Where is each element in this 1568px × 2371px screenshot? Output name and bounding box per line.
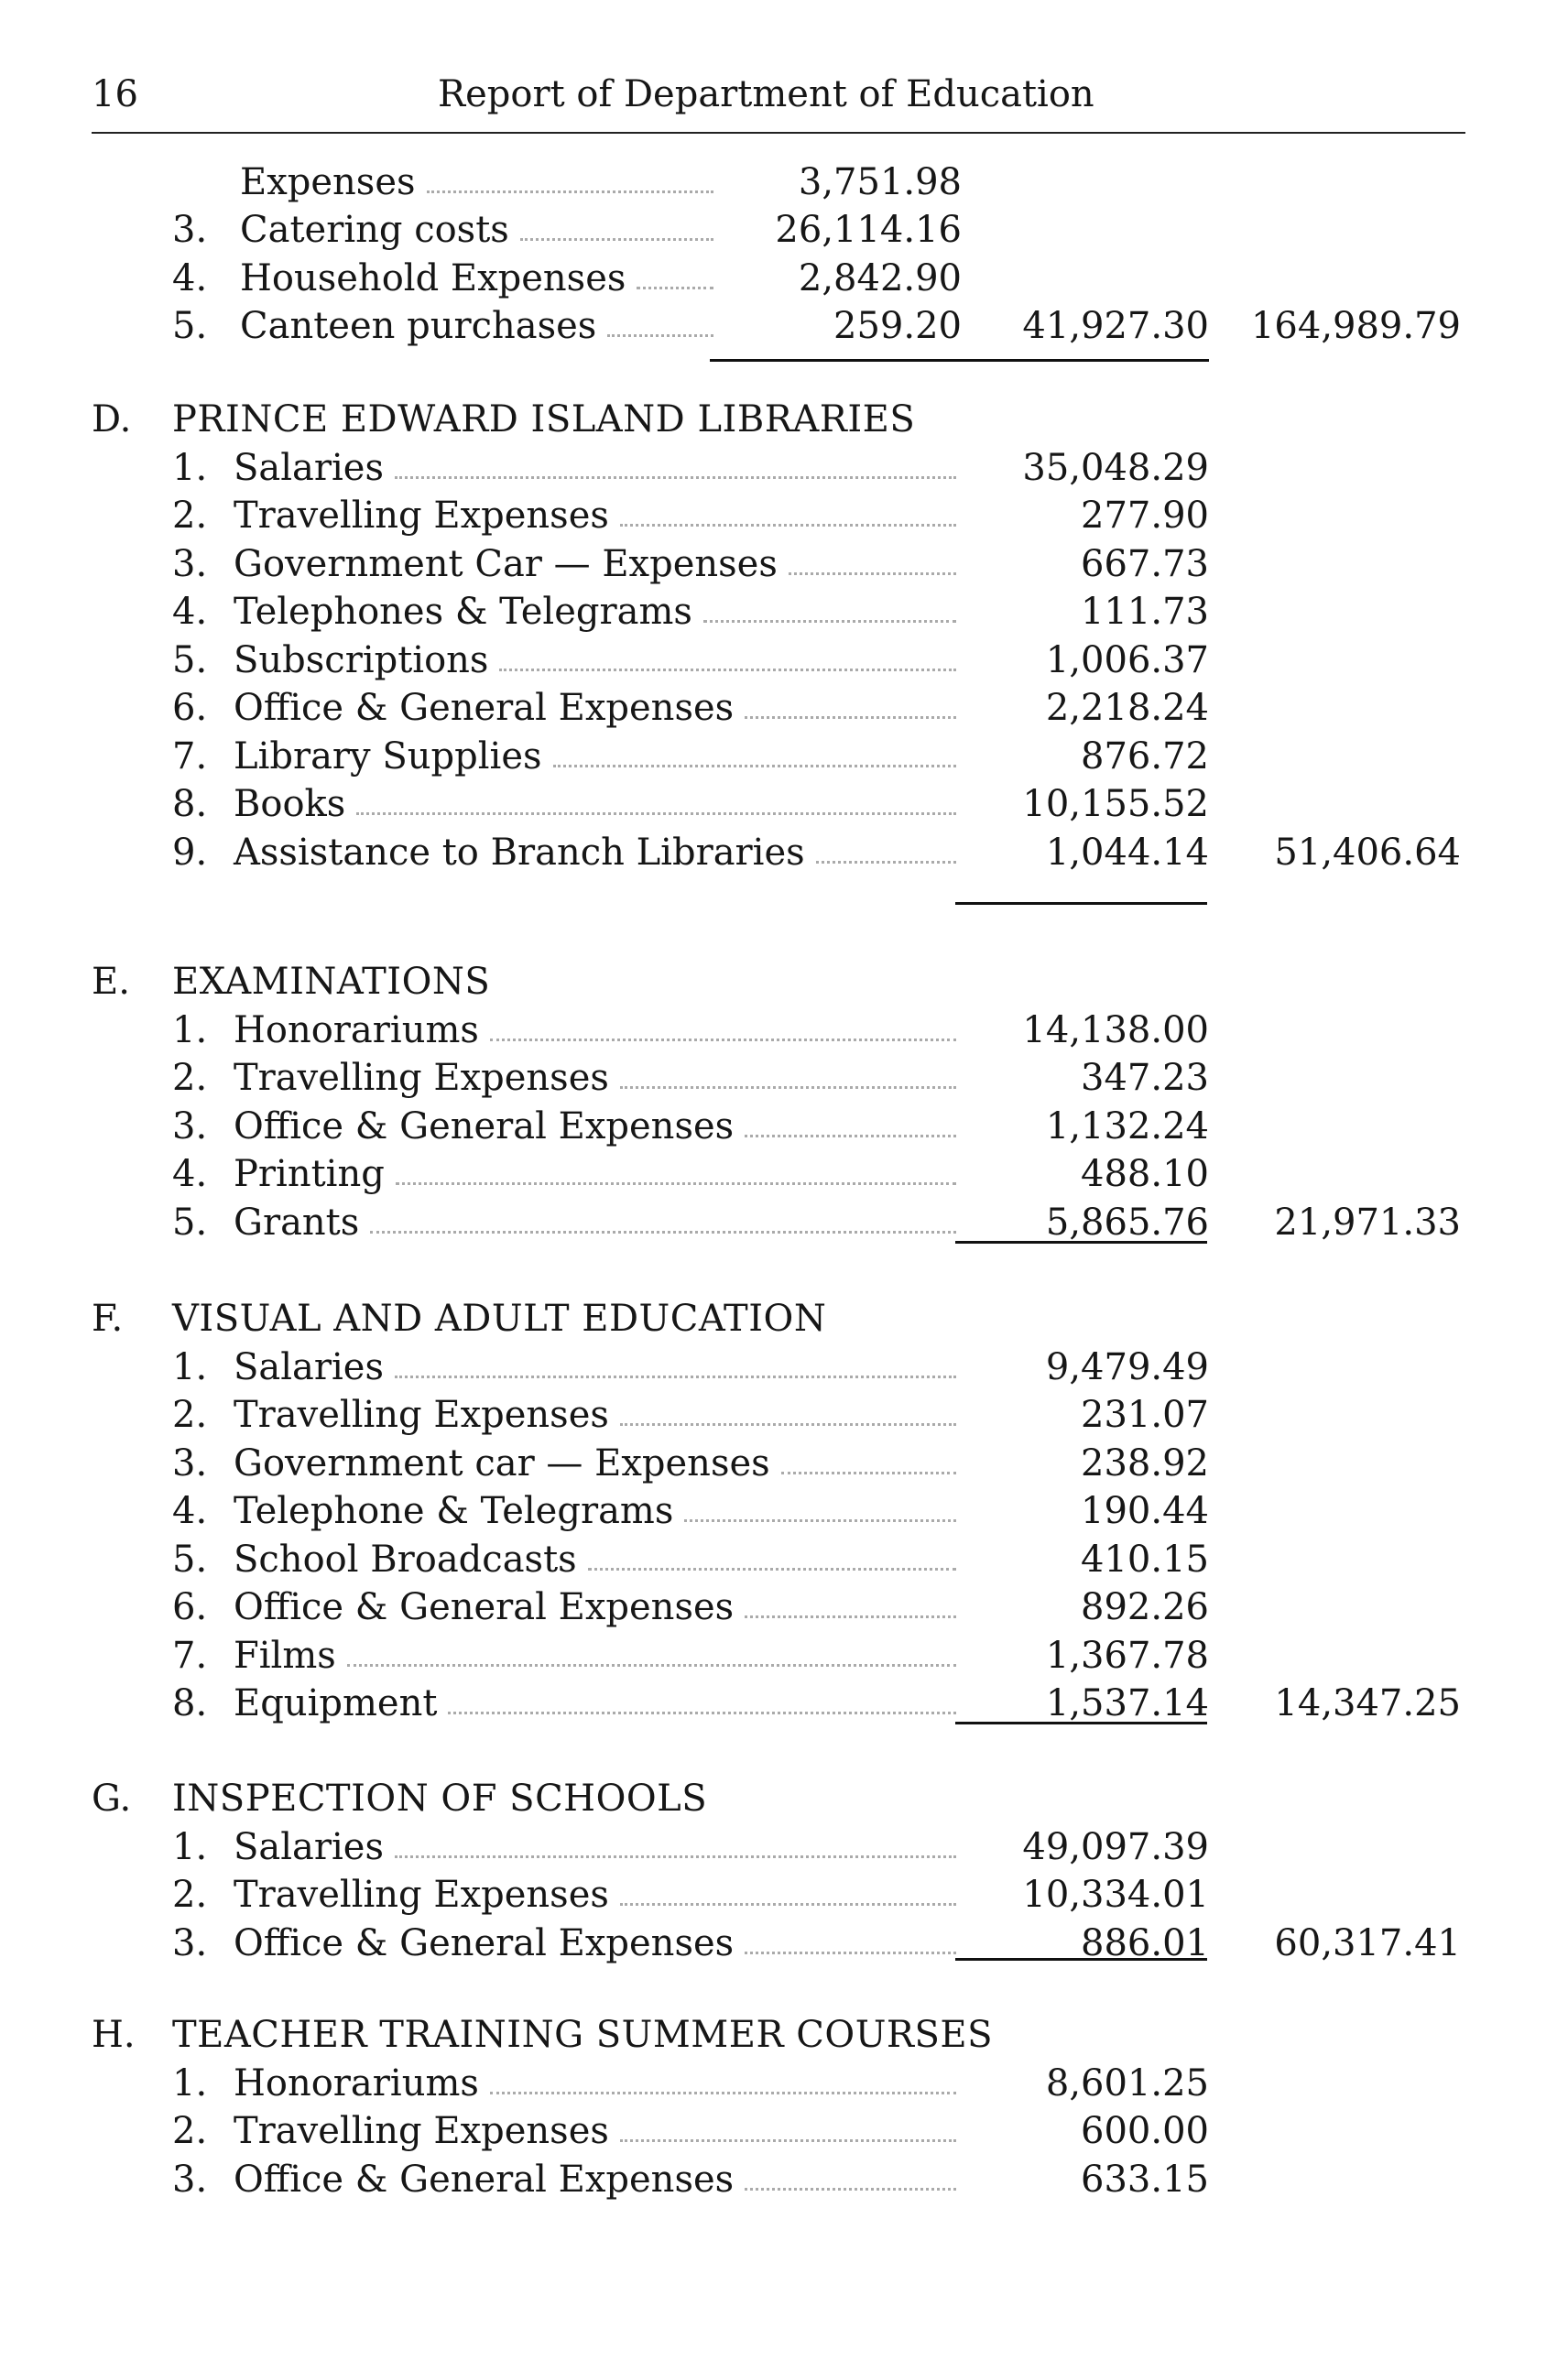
page-title: Report of Department of Education: [438, 73, 1094, 115]
item-label-text: Salaries: [234, 446, 385, 489]
table-row: [0, 1054, 1568, 1102]
dot-leader: [588, 1568, 956, 1571]
dot-leader: [745, 716, 956, 719]
item-amount: 3,751.98: [798, 161, 962, 203]
item-amount: 1,006.37: [1045, 638, 1209, 681]
table-row: [0, 255, 1568, 302]
dot-leader: [620, 2139, 956, 2142]
item-label-text: School Broadcasts: [234, 1538, 577, 1581]
item-label: [234, 1632, 962, 1680]
table-row: [0, 1006, 1568, 1054]
dot-leader: [620, 1086, 956, 1089]
grand-total: 164,989.79: [1250, 305, 1461, 347]
page-number: 16: [92, 73, 138, 115]
section-total-rule: [955, 1722, 1207, 1724]
item-amount: 5,865.76: [1045, 1201, 1209, 1244]
item-amount: 876.72: [1081, 734, 1209, 778]
dot-leader: [520, 238, 713, 241]
section-subtotal: 41,927.30: [1022, 305, 1209, 347]
item-number: 2.: [172, 1394, 208, 1436]
item-amount: 886.01: [1081, 1921, 1209, 1964]
table-row: [0, 1199, 1568, 1246]
item-number: 1.: [172, 1825, 208, 1868]
item-label-text: Library Supplies: [234, 734, 542, 778]
item-label-text: Films: [234, 1634, 336, 1677]
item-amount: 190.44: [1081, 1490, 1209, 1532]
table-row: [0, 684, 1568, 732]
table-row: [0, 492, 1568, 539]
section-total: 21,971.33: [1274, 1201, 1461, 1244]
section-total: 60,317.41: [1274, 1921, 1461, 1964]
item-amount: 10,155.52: [1022, 783, 1209, 825]
item-label-text: Canteen purchases: [240, 305, 597, 347]
item-label: [234, 1391, 962, 1439]
dot-leader: [553, 765, 956, 767]
dot-leader: [427, 190, 713, 193]
item-label-text: Office & General Expenses: [234, 1921, 735, 1964]
item-number: 4.: [172, 591, 208, 633]
item-number: 1.: [172, 1345, 208, 1388]
table-row: [0, 1583, 1568, 1631]
item-label: [240, 206, 719, 254]
item-label-text: Office & General Expenses: [234, 1586, 735, 1628]
item-amount: 277.90: [1081, 495, 1209, 537]
item-label: [234, 1103, 962, 1150]
item-number: 2.: [172, 1874, 208, 1916]
section-letter: H.: [92, 2014, 136, 2056]
table-row: [0, 1920, 1568, 1967]
item-number: 8.: [172, 1682, 208, 1724]
item-number: 3.: [172, 1441, 208, 1485]
table-row: [0, 1103, 1568, 1150]
section-title: EXAMINATIONS: [172, 961, 491, 1003]
table-row: [0, 2156, 1568, 2203]
dot-leader: [370, 1231, 956, 1234]
item-number: 4.: [172, 257, 208, 299]
item-number: 3.: [172, 2158, 208, 2201]
item-label: [234, 1343, 962, 1391]
item-label: [234, 1006, 962, 1054]
table-row: [0, 540, 1568, 588]
item-label-text: Salaries: [234, 1345, 385, 1388]
item-label-text: Office & General Expenses: [234, 2158, 735, 2201]
item-label: [234, 1487, 962, 1535]
item-label: [234, 1823, 962, 1871]
item-label-text: Travelling Expenses: [234, 2110, 609, 2152]
item-number: 5.: [172, 1538, 208, 1581]
item-number: 1.: [172, 2061, 208, 2105]
item-label: [234, 780, 962, 828]
table-row: [0, 780, 1568, 828]
item-label: [234, 636, 962, 684]
item-label: [234, 1680, 962, 1727]
item-amount: 259.20: [833, 305, 962, 347]
table-row: [0, 733, 1568, 780]
item-label-text: Telephone & Telegrams: [234, 1490, 674, 1532]
dot-leader: [607, 334, 713, 337]
table-row: [0, 1632, 1568, 1680]
section-title: PRINCE EDWARD ISLAND LIBRARIES: [172, 398, 916, 440]
item-label-text: Expenses: [240, 161, 416, 203]
dot-leader: [684, 1519, 956, 1522]
section-title: VISUAL AND ADULT EDUCATION: [172, 1298, 827, 1340]
item-amount: 410.15: [1081, 1538, 1209, 1581]
dot-leader: [637, 287, 713, 289]
section-heading: [0, 1295, 1568, 1343]
table-row: [0, 588, 1568, 636]
item-amount: 1,132.24: [1045, 1104, 1209, 1147]
item-amount: 2,218.24: [1045, 687, 1209, 729]
table-row: [0, 2107, 1568, 2155]
page-header: [0, 64, 1568, 137]
item-label: [234, 733, 962, 780]
item-number: 3.: [172, 209, 208, 251]
item-amount: 10,334.01: [1022, 1874, 1209, 1916]
dot-leader: [745, 1952, 956, 1954]
table-row: [0, 158, 1568, 206]
item-label: [234, 2060, 962, 2107]
item-label-text: Honorariums: [234, 1008, 479, 1051]
item-number: 5.: [172, 1201, 208, 1244]
item-label-text: Printing: [234, 1153, 385, 1195]
item-label: [234, 1440, 962, 1487]
item-label: [234, 2156, 962, 2203]
dot-leader: [620, 524, 956, 527]
item-amount: 1,367.78: [1045, 1634, 1209, 1677]
dot-leader: [499, 669, 956, 671]
item-label: [234, 1583, 962, 1631]
item-label-text: Salaries: [234, 1825, 385, 1868]
section-total-rule: [955, 1958, 1207, 1961]
dot-leader: [347, 1664, 956, 1667]
item-label-text: Travelling Expenses: [234, 1057, 609, 1099]
item-number: 3.: [172, 542, 208, 585]
dot-leader: [448, 1712, 956, 1714]
table-row: [0, 1440, 1568, 1487]
item-number: 2.: [172, 495, 208, 537]
item-number: 2.: [172, 2110, 208, 2152]
item-number: 5.: [172, 638, 208, 681]
table-row: [0, 1343, 1568, 1391]
table-row: [0, 1536, 1568, 1583]
section-letter: G.: [92, 1778, 132, 1820]
item-number: 7.: [172, 734, 208, 778]
section-total: 51,406.64: [1274, 831, 1461, 874]
item-label-text: Catering costs: [240, 209, 509, 251]
item-label: [240, 158, 719, 206]
section-letter: E.: [92, 961, 130, 1003]
section-heading: [0, 396, 1568, 443]
section-title: TEACHER TRAINING SUMMER COURSES: [172, 2014, 994, 2056]
section-heading: [0, 958, 1568, 1006]
table-row: [0, 1150, 1568, 1198]
item-number: 8.: [172, 783, 208, 825]
item-label: [234, 588, 962, 636]
item-number: 7.: [172, 1634, 208, 1677]
item-number: 1.: [172, 1008, 208, 1051]
item-label-text: Travelling Expenses: [234, 1874, 609, 1916]
table-row: [0, 1391, 1568, 1439]
item-amount: 35,048.29: [1022, 446, 1209, 489]
item-amount: 600.00: [1081, 2110, 1209, 2152]
item-label-text: Government Car — Expenses: [234, 542, 778, 585]
item-amount: 111.73: [1081, 591, 1209, 633]
dot-leader: [395, 1855, 956, 1858]
item-label: [234, 1150, 962, 1198]
item-label: [240, 255, 719, 302]
dot-leader: [789, 572, 956, 575]
table-row: [0, 2060, 1568, 2107]
item-label-text: Grants: [234, 1201, 360, 1244]
item-label: [234, 492, 962, 539]
dot-leader: [745, 2188, 956, 2191]
item-label-text: Honorariums: [234, 2061, 479, 2105]
dot-leader: [816, 861, 956, 864]
item-number: 9.: [172, 831, 208, 874]
item-number: 4.: [172, 1490, 208, 1532]
item-number: 3.: [172, 1104, 208, 1147]
item-amount: 892.26: [1081, 1586, 1209, 1628]
subtotal-rule: [710, 359, 1209, 362]
item-amount: 26,114.16: [775, 209, 962, 251]
section-total: 14,347.25: [1274, 1682, 1461, 1724]
item-label-text: Subscriptions: [234, 638, 489, 681]
item-label: [234, 1920, 962, 1967]
table-row: [0, 1680, 1568, 1727]
dot-leader: [620, 1423, 956, 1426]
item-label-text: Office & General Expenses: [234, 1104, 735, 1147]
dot-leader: [396, 1182, 956, 1185]
dot-leader: [745, 1135, 956, 1137]
section-letter: D.: [92, 398, 132, 440]
item-amount: 8,601.25: [1045, 2061, 1209, 2105]
table-row: [0, 302, 1568, 350]
item-label-text: Travelling Expenses: [234, 1394, 609, 1436]
dot-leader: [781, 1472, 956, 1474]
item-amount: 667.73: [1081, 542, 1209, 585]
dot-leader: [395, 1376, 956, 1378]
item-amount: 231.07: [1081, 1394, 1209, 1436]
dot-leader: [395, 476, 956, 479]
item-amount: 1,044.14: [1045, 831, 1209, 874]
item-number: 1.: [172, 446, 208, 489]
dot-leader: [490, 2092, 956, 2094]
table-row: [0, 1823, 1568, 1871]
item-amount: 633.15: [1081, 2158, 1209, 2201]
table-row: [0, 206, 1568, 254]
item-amount: 347.23: [1081, 1057, 1209, 1099]
item-label: [240, 302, 719, 350]
item-label: [234, 1054, 962, 1102]
item-label-text: Books: [234, 783, 346, 825]
item-label: [234, 1199, 962, 1246]
item-label: [234, 829, 962, 876]
dot-leader: [703, 620, 956, 623]
table-row: [0, 636, 1568, 684]
item-label-text: Telephones & Telegrams: [234, 591, 692, 633]
table-row: [0, 1487, 1568, 1535]
item-amount: 2,842.90: [798, 257, 962, 299]
table-row: [0, 829, 1568, 876]
item-label-text: Assistance to Branch Libraries: [234, 831, 805, 874]
item-amount: 14,138.00: [1022, 1008, 1209, 1051]
section-total-rule: [955, 1241, 1207, 1244]
item-label: [234, 684, 962, 732]
item-number: 3.: [172, 1921, 208, 1964]
item-amount: 9,479.49: [1045, 1345, 1209, 1388]
section-title: INSPECTION OF SCHOOLS: [172, 1778, 708, 1820]
section-heading: [0, 1775, 1568, 1822]
item-amount: 49,097.39: [1022, 1825, 1209, 1868]
item-number: 6.: [172, 687, 208, 729]
header-rule: [92, 132, 1465, 134]
item-label-text: Office & General Expenses: [234, 687, 735, 729]
item-number: 5.: [172, 305, 208, 347]
item-label: [234, 2107, 962, 2155]
item-label: [234, 540, 962, 588]
dot-leader: [356, 812, 956, 815]
item-number: 2.: [172, 1057, 208, 1099]
item-label-text: Equipment: [234, 1682, 438, 1724]
dot-leader: [490, 1039, 956, 1041]
dot-leader: [620, 1903, 956, 1906]
section-letter: F.: [92, 1298, 124, 1340]
section-heading: [0, 2011, 1568, 2059]
item-amount: 238.92: [1081, 1441, 1209, 1485]
item-label-text: Government car — Expenses: [234, 1441, 770, 1485]
table-row: [0, 444, 1568, 492]
item-number: 6.: [172, 1586, 208, 1628]
item-label: [234, 1871, 962, 1919]
item-amount: 1,537.14: [1045, 1682, 1209, 1724]
item-label-text: Household Expenses: [240, 257, 626, 299]
table-row: [0, 1871, 1568, 1919]
item-label: [234, 444, 962, 492]
item-label: [234, 1536, 962, 1583]
item-label-text: Travelling Expenses: [234, 495, 609, 537]
item-number: 4.: [172, 1153, 208, 1195]
section-total-rule: [955, 902, 1207, 905]
item-amount: 488.10: [1081, 1153, 1209, 1195]
dot-leader: [745, 1615, 956, 1618]
